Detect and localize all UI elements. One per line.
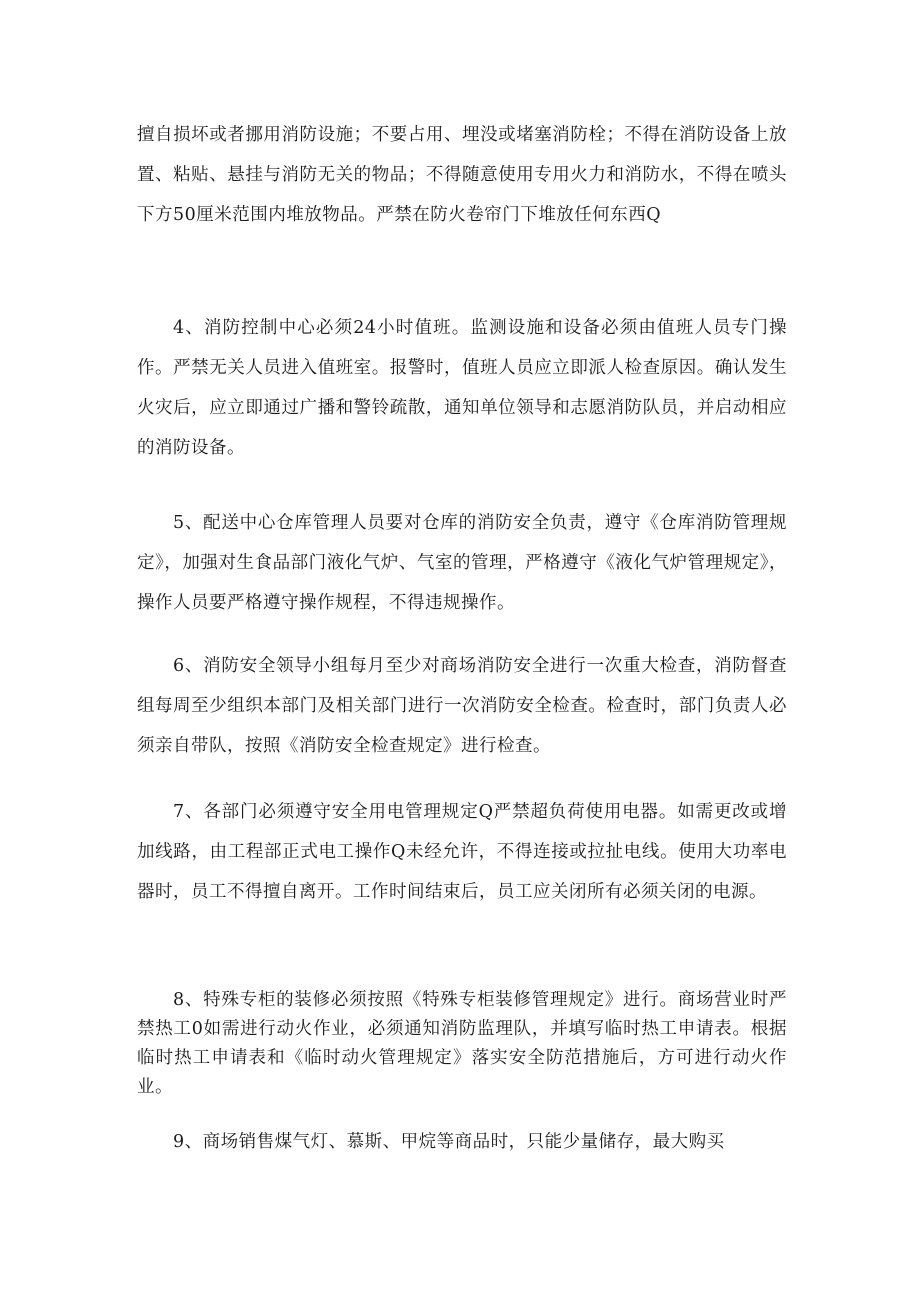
paragraph-item-9-flammable-goods: 9、商场销售煤气灯、慕斯、甲烷等商品时，只能少量储存，最大购买 <box>173 1132 725 1152</box>
paragraph-item-5-warehouse: 5、配送中心仓库管理人员要对仓库的消防安全负责，遵守《仓库消防管理规定》，加强对生食品部门液化气炉、气室的管理，严格遵守《液化气炉管理规定》，操作人员要严格遵守操作规程，不得违规操作。 <box>137 513 787 613</box>
paragraph-continued-fire-facility-rules: 擅自损坏或者挪用消防设施；不要占用、埋没或堵塞消防栓；不得在消防设备上放置、粘贴、悬挂与消防无关的物品；不得随意使用专用火力和消防水，不得在喷头下方50厘米范围内堆放物品。严禁在防火卷帘门下堆放任何东西Q <box>137 125 787 225</box>
paragraph-item-7-electricity: 7、各部门必须遵守安全用电管理规定Q严禁超负荷使用电器。如需更改或增加线路，由工程部正式电工操作Q未经允许，不得连接或拉扯电线。使用大功率电器时，员工不得擅自离开。工作时间结束后，员工应关闭所有必须关闭的电源。 <box>137 802 787 902</box>
paragraph-item-6-inspection: 6、消防安全领导小组每月至少对商场消防安全进行一次重大检查，消防督查组每周至少组织本部门及相关部门进行一次消防安全检查。检查时，部门负责人必须亲自带队，按照《消防安全检查规定》进行检查。 <box>137 656 787 756</box>
paragraph-item-8-hot-work: 8、特殊专柜的装修必须按照《特殊专柜装修管理规定》进行。商场营业时严禁热工0如需进行动火作业，必须通知消防监理队，并填写临时热工申请表。根据临时热工申请表和《临时动火管理规定》落实安全防范措施后，方可进行动火作业。 <box>137 990 787 1097</box>
paragraph-item-4-control-center: 4、消防控制中心必须24小时值班。监测设施和设备必须由值班人员专门操作。严禁无关人员进入值班室。报警时，值班人员应立即派人检查原因。确认发生火灾后，应立即通过广播和警铃疏散，通知单位领导和志愿消防队员，并启动相应的消防设备。 <box>137 318 787 458</box>
